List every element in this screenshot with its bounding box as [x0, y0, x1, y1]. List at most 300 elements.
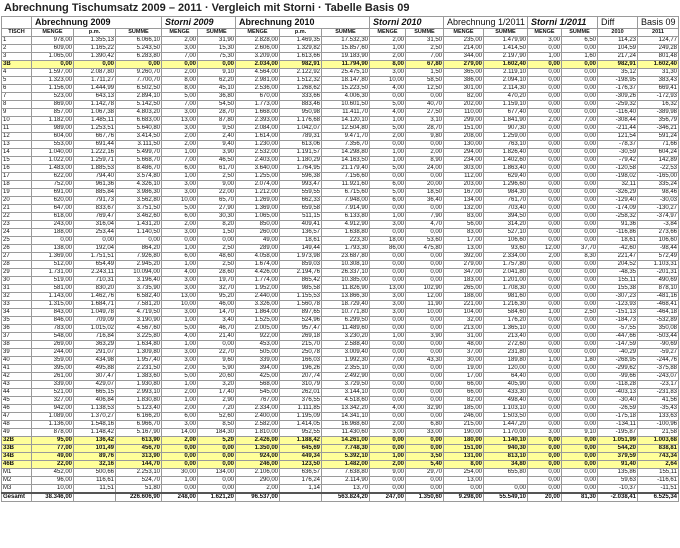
table-cell: 4.803,20 [116, 109, 162, 117]
table-cell: -375,88 [638, 365, 679, 373]
table-cell: 0,00 [562, 165, 598, 173]
table-cell: 41,56 [638, 397, 679, 405]
table-cell: 0,00 [528, 469, 562, 477]
table-cell: 31,90 [198, 37, 236, 45]
table-cell: 4,70 [406, 221, 444, 229]
table-row [2, 493, 679, 502]
table-cell: 0,00 [406, 373, 444, 381]
table-cell: 636,57 [280, 469, 322, 477]
table-cell: 0,00 [562, 397, 598, 405]
table-cell: 429,07 [74, 381, 116, 389]
table-cell: 691,00 [32, 189, 74, 197]
table-cell: -481,16 [638, 293, 679, 301]
table-cell: 2.041,80 [484, 269, 528, 277]
table-cell: 1,00 [370, 213, 406, 221]
table-cell: 102,90 [406, 285, 444, 293]
table-cell: 3.144,10 [322, 389, 370, 397]
table-cell: 213,00 [444, 325, 484, 333]
table-cell: 0,00 [562, 285, 598, 293]
table-cell: -468,41 [638, 301, 679, 309]
table-cell: 234,00 [444, 157, 484, 165]
table-cell: 96,00 [32, 477, 74, 485]
table-cell: 379,59 [598, 453, 638, 461]
table-cell: 14.298,80 [322, 149, 370, 157]
table-cell: 120,00 [484, 365, 528, 373]
table-row [2, 117, 679, 125]
table-cell: 48,60 [198, 253, 236, 261]
table-cell: 0,00 [562, 261, 598, 269]
table-cell: 0,00 [528, 381, 562, 389]
table-cell: 95,20 [198, 293, 236, 301]
table-cell: 2.403,00 [236, 157, 280, 165]
table-cell: 124,77 [638, 37, 679, 45]
table-cell: 2.231,50 [116, 365, 162, 373]
table-row [2, 157, 679, 165]
table-cell: 144,70 [116, 461, 162, 469]
table-cell: 221,47 [598, 253, 638, 261]
row-label-cell: 18 [2, 181, 32, 189]
table-cell: 0,00 [528, 197, 562, 205]
table-cell: 620,00 [32, 197, 74, 205]
table-cell: 189,80 [484, 357, 528, 365]
table-cell: -244,76 [638, 357, 679, 365]
table-cell: 10.771,80 [322, 309, 370, 317]
table-cell: 0,00 [528, 165, 562, 173]
table-cell: 1.296,60 [484, 181, 528, 189]
table-row [2, 421, 679, 429]
table-cell: 1,00 [370, 149, 406, 157]
table-cell: 2.094,10 [484, 77, 528, 85]
table-cell: 2,00 [162, 437, 198, 445]
table-cell: 155,11 [638, 469, 679, 477]
table-cell: 0,00 [198, 485, 236, 494]
table-cell: 307,47 [74, 373, 116, 381]
table-cell: 434,98 [74, 357, 116, 365]
table-cell: 2.606,00 [236, 45, 280, 53]
table-cell: 2.536,00 [236, 85, 280, 93]
table-cell: 449,34 [280, 453, 322, 461]
table-cell: 0,00 [198, 61, 236, 69]
table-cell: 86,00 [370, 245, 406, 253]
table-cell: 883,46 [280, 101, 322, 109]
table-cell: 2.197,90 [484, 53, 528, 61]
table-cell: 7,00 [370, 357, 406, 365]
table-cell: 1.136,00 [32, 421, 74, 429]
table-row [2, 269, 679, 277]
table-cell: 0,00 [562, 477, 598, 485]
table-cell: 14,70 [198, 309, 236, 317]
row-label-cell: 2 [2, 45, 32, 53]
table-cell: 3,50 [406, 453, 444, 461]
table-cell: 363,29 [74, 341, 116, 349]
table-cell: -35,43 [638, 405, 679, 413]
table-cell: 5,20 [198, 437, 236, 445]
table-cell: 1.182,00 [32, 117, 74, 125]
table-cell: 247,00 [370, 493, 406, 502]
table-cell: -11,51 [638, 485, 679, 494]
table-cell: 155,11 [598, 277, 638, 285]
table-cell: 30,30 [198, 213, 236, 221]
table-cell: 269,18 [280, 333, 322, 341]
table-cell: 291,07 [74, 349, 116, 357]
table-cell: 865,42 [280, 277, 322, 285]
row-label-cell: 23 [2, 221, 32, 229]
table-cell: 6,00 [162, 213, 198, 221]
table-cell: 11.489,60 [322, 325, 370, 333]
table-cell: 155,38 [598, 285, 638, 293]
table-cell: 2.253,10 [116, 469, 162, 477]
row-label-cell: 34 [2, 309, 32, 317]
table-cell: -30,59 [598, 149, 638, 157]
table-cell: 981,60 [484, 293, 528, 301]
row-label-cell: 34B [2, 453, 32, 461]
table-cell: 188,00 [32, 229, 74, 237]
table-cell: 1.176,68 [280, 117, 322, 125]
table-cell: 2.084,00 [236, 125, 280, 133]
table-cell: 9,60 [198, 357, 236, 365]
column-header: SUMME [322, 29, 370, 37]
table-cell: 978,00 [32, 37, 74, 45]
table-cell: 1.170,00 [484, 429, 528, 437]
table-cell: 1.992,30 [322, 357, 370, 365]
table-cell: 20,00 [528, 493, 562, 502]
table-cell: 0,00 [562, 333, 598, 341]
table-cell: 0,00 [528, 157, 562, 165]
table-cell: 11.921,60 [322, 181, 370, 189]
table-cell: 3.225,80 [116, 333, 162, 341]
table-cell: 0,00 [528, 461, 562, 469]
table-cell: 4,00 [162, 269, 198, 277]
table-cell: 9.471,70 [322, 133, 370, 141]
table-cell: 1.383,60 [116, 373, 162, 381]
row-label-cell: M2 [2, 477, 32, 485]
table-cell: 1.708,30 [484, 285, 528, 293]
table-cell: 1.259,71 [74, 157, 116, 165]
table-cell: 511,15 [280, 213, 322, 221]
table-cell: 8,00 [162, 85, 198, 93]
table-cell: 1.482,00 [322, 461, 370, 469]
table-cell: 0,00 [562, 453, 598, 461]
table-cell: 1.560,78 [280, 301, 322, 309]
table-cell: 0,00 [370, 261, 406, 269]
table-row [2, 69, 679, 77]
table-cell [74, 493, 116, 502]
table-cell: 2.828,00 [236, 37, 280, 45]
table-cell: 0,00 [562, 413, 598, 421]
table-cell: 7.638,80 [322, 469, 370, 477]
table-cell: 59,63 [598, 477, 638, 485]
table-cell: 0,00 [528, 61, 562, 69]
table-cell: 46,00 [198, 301, 236, 309]
table-cell: 752,00 [32, 181, 74, 189]
table-cell: 0,00 [528, 285, 562, 293]
group-header: Abrechnung 2009 [32, 17, 162, 29]
table-row [2, 173, 679, 181]
table-cell: 0,00 [370, 325, 406, 333]
table-cell: 6,80 [406, 421, 444, 429]
table-cell: 1.512,32 [280, 77, 322, 85]
table-cell: 66,00 [444, 381, 484, 389]
table-cell: 0,00 [528, 301, 562, 309]
table-cell: 1.259,00 [484, 133, 528, 141]
table-cell: 654,49 [74, 261, 116, 269]
table-cell: 2,50 [198, 261, 236, 269]
table-cell: 1.212,00 [236, 189, 280, 197]
table-cell: 406,84 [74, 397, 116, 405]
table-cell: -57,55 [598, 325, 638, 333]
table-cell: 0,00 [406, 341, 444, 349]
table-cell: 269,00 [32, 341, 74, 349]
row-label-cell: 42 [2, 373, 32, 381]
table-cell: 235,00 [444, 37, 484, 45]
table-cell: 629,40 [484, 173, 528, 181]
table-cell: 356,79 [638, 117, 679, 125]
table-cell: 32,70 [198, 285, 236, 293]
table-cell: 5,00 [370, 165, 406, 173]
table-cell: 188,00 [444, 293, 484, 301]
table-cell: 0,00 [198, 453, 236, 461]
column-header: MENGE [236, 29, 280, 37]
table-cell: 0,00 [406, 93, 444, 101]
table-cell: 645,69 [280, 445, 322, 453]
table-row [2, 437, 679, 445]
table-cell: 1.431,20 [116, 221, 162, 229]
table-cell: 2.894,10 [116, 93, 162, 101]
table-cell: 0,00 [370, 269, 406, 277]
table-cell: -129,40 [598, 197, 638, 205]
row-label-cell: 46 [2, 405, 32, 413]
table-cell: 136,42 [74, 437, 116, 445]
table-cell: 93,60 [484, 245, 528, 253]
table-cell: 0,00 [562, 365, 598, 373]
table-cell: 0,00 [528, 325, 562, 333]
table-cell: -40,29 [598, 349, 638, 357]
table-cell: 116,61 [74, 477, 116, 485]
table-cell: 202,00 [444, 101, 484, 109]
table-cell: 622,00 [32, 173, 74, 181]
table-cell: 9,00 [198, 181, 236, 189]
table-cell: -30,03 [638, 197, 679, 205]
table-cell: 9,40 [198, 141, 236, 149]
table-cell: 0,00 [562, 69, 598, 77]
column-header: 2010 [598, 29, 638, 37]
table-cell: 3,00 [370, 221, 406, 229]
table-cell: 6,50 [562, 37, 598, 45]
table-cell: 1.614,00 [236, 133, 280, 141]
table-cell: 897,65 [280, 309, 322, 317]
table-row [2, 61, 679, 69]
table-cell: 2,00 [370, 461, 406, 469]
table-cell: 0,00 [562, 301, 598, 309]
table-cell: 4,00 [370, 85, 406, 93]
table-cell: 23.687,80 [322, 253, 370, 261]
table-cell: 0,00 [528, 237, 562, 245]
table-cell: 409,41 [280, 221, 322, 229]
table-cell: 20,00 [406, 181, 444, 189]
table-cell: 13.342,20 [322, 405, 370, 413]
table-cell: 3.729,50 [322, 381, 370, 389]
table-cell: 9,10 [562, 429, 598, 437]
table-cell: 1.191,57 [280, 149, 322, 157]
row-label-cell: 43 [2, 381, 32, 389]
table-cell: -120,58 [598, 165, 638, 173]
table-cell: 0,00 [528, 181, 562, 189]
table-cell: -231,83 [638, 389, 679, 397]
table-cell: 190,00 [444, 429, 484, 437]
table-cell: 470,20 [484, 93, 528, 101]
table-cell: -100,96 [638, 421, 679, 429]
table-cell: 0,00 [116, 237, 162, 245]
table-cell: 18,50 [406, 189, 444, 197]
table-cell: 243,00 [32, 221, 74, 229]
table-cell: 7,00 [406, 53, 444, 61]
table-cell: 907,30 [484, 125, 528, 133]
table-cell: -268,95 [598, 357, 638, 365]
table-cell: 28,70 [406, 125, 444, 133]
table-cell: 313,90 [116, 453, 162, 461]
table-cell: 1.973,98 [280, 253, 322, 261]
table-cell: 279,00 [444, 261, 484, 269]
table-cell: 878,10 [638, 285, 679, 293]
group-header: Storni 2009 [162, 17, 236, 29]
table-cell: 394,00 [236, 365, 280, 373]
table-cell: 13,00 [162, 117, 198, 125]
table-cell: -174,09 [598, 205, 638, 213]
table-cell: 2,00 [370, 133, 406, 141]
table-cell: 62,20 [198, 77, 236, 85]
table-cell: 0,00 [562, 469, 598, 477]
table-cell: -99,66 [598, 373, 638, 381]
table-cell: 30,00 [444, 357, 484, 365]
table-cell: 703,40 [484, 205, 528, 213]
table-cell: 2,50 [198, 245, 236, 253]
table-cell: 6.525,34 [638, 493, 679, 502]
table-cell: 134,00 [444, 197, 484, 205]
table-cell: 248,00 [162, 493, 198, 502]
table-cell: 392,00 [444, 253, 484, 261]
table-cell: 83,00 [444, 213, 484, 221]
table-cell: 3.326,00 [236, 301, 280, 309]
row-label-cell: 26 [2, 245, 32, 253]
table-cell: 91,36 [598, 221, 638, 229]
table-cell: 0,00 [370, 397, 406, 405]
table-cell: 0,00 [406, 413, 444, 421]
table-cell: 0,00 [562, 109, 598, 117]
table-cell: 0,00 [406, 261, 444, 269]
table-cell: 134,00 [198, 469, 236, 477]
table-cell: 333,66 [280, 93, 322, 101]
table-cell: 2.400,00 [236, 413, 280, 421]
table-cell: 2,50 [562, 309, 598, 317]
table-cell: 5.640,80 [116, 125, 162, 133]
table-cell: 19.183,90 [322, 53, 370, 61]
table-cell: 3,40 [198, 317, 236, 325]
table-cell: 27,50 [406, 109, 444, 117]
table-row [2, 477, 679, 485]
table-cell: 138,00 [32, 245, 74, 253]
table-cell: 613,06 [280, 141, 322, 149]
table-cell: 5,00 [370, 101, 406, 109]
table-cell: 1.621,20 [198, 493, 236, 502]
row-label-cell: 37 [2, 333, 32, 341]
table-cell: 3.751,50 [116, 205, 162, 213]
table-cell: 21,40 [198, 333, 236, 341]
group-header: Basis 09 [638, 17, 679, 29]
table-cell: 0,00 [562, 61, 598, 69]
table-cell: 5,00 [162, 205, 198, 213]
row-label-cell: 14 [2, 149, 32, 157]
table-cell: 335,24 [638, 181, 679, 189]
table-row [2, 125, 679, 133]
table-cell: 6.966,70 [116, 421, 162, 429]
table-cell: 110,00 [444, 109, 484, 117]
table-cell: 96.537,00 [236, 493, 280, 502]
column-header: SUMME [484, 29, 528, 37]
table-cell: 8,50 [198, 421, 236, 429]
table-cell: 0,00 [370, 253, 406, 261]
table-cell: 3,00 [370, 309, 406, 317]
table-cell: 1.957,40 [116, 357, 162, 365]
table-cell: 339,00 [236, 357, 280, 365]
table-cell: -258,32 [598, 213, 638, 221]
table-cell: 30,00 [162, 469, 198, 477]
table-cell: 1,00 [528, 309, 562, 317]
table-cell: 519,00 [32, 277, 74, 285]
table-cell: 1,00 [370, 333, 406, 341]
table-cell: 37,70 [562, 245, 598, 253]
table-cell: -198,02 [598, 173, 638, 181]
table-cell: -309,26 [598, 93, 638, 101]
table-cell: 221,00 [444, 301, 484, 309]
group-header: Abrechnung 1/2011 [444, 17, 528, 29]
table-cell: 1.674,00 [236, 261, 280, 269]
table-cell: 1.216,30 [484, 301, 528, 309]
table-cell: 3,00 [370, 301, 406, 309]
table-cell: 32,11 [598, 181, 638, 189]
table-cell: 3,00 [370, 293, 406, 301]
table-cell: 71,66 [638, 141, 679, 149]
table-cell: -78,37 [598, 141, 638, 149]
table-cell: 151,00 [444, 125, 484, 133]
table-cell: 6,00 [162, 413, 198, 421]
table-cell: 75,30 [198, 53, 236, 61]
table-cell: 3.209,00 [236, 53, 280, 61]
table-cell: 1.773,00 [236, 101, 280, 109]
table-cell: 0,00 [484, 485, 528, 494]
table-cell: 1,50 [198, 229, 236, 237]
row-label-cell: 30 [2, 277, 32, 285]
table-cell: 2,00 [236, 485, 280, 494]
table-cell: 6.715,60 [322, 189, 370, 197]
table-cell: 993,47 [280, 181, 322, 189]
group-header-row [2, 17, 679, 29]
table-cell: 2,00 [528, 117, 562, 125]
row-label-cell: 36 [2, 325, 32, 333]
table-cell: 10.094,00 [116, 269, 162, 277]
row-label-cell: 6 [2, 85, 32, 93]
table-cell: 8,30 [562, 253, 598, 261]
table-cell: 850,00 [236, 221, 280, 229]
table-cell: 769,47 [74, 213, 116, 221]
table-cell: 10,00 [406, 309, 444, 317]
table-cell: 13,00 [162, 293, 198, 301]
table-row [2, 333, 679, 341]
table-cell: 7,00 [162, 101, 198, 109]
table-cell: -118,28 [598, 381, 638, 389]
table-cell: 523,00 [32, 93, 74, 101]
table-cell: 4.912,90 [322, 221, 370, 229]
table-cell: 0,00 [562, 277, 598, 285]
